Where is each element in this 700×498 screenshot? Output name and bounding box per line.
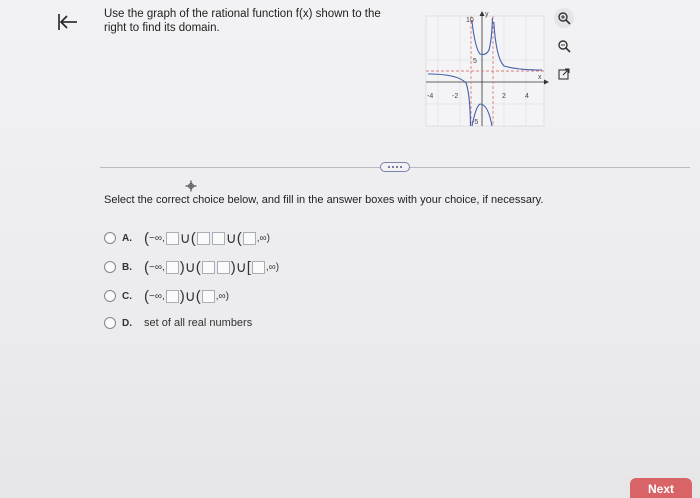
question-line-1: Use the graph of the rational function f(x) shown to the (104, 8, 381, 20)
x-axis-label: x (538, 74, 542, 81)
zoom-in-button[interactable] (554, 8, 574, 28)
divider-handle[interactable] (380, 162, 410, 172)
zoom-out-button[interactable] (554, 36, 574, 56)
choice-d-letter: D. (122, 317, 132, 329)
back-arrow-icon (56, 12, 80, 32)
y-tick-5: 5 (473, 58, 477, 65)
choice-b-interval: ( −∞, )∪( )∪[ ,∞) (144, 258, 280, 276)
handle-dot (396, 166, 398, 168)
x-tick-2: 2 (502, 93, 506, 100)
zoom-out-icon (557, 39, 571, 53)
choice-b[interactable] (104, 257, 279, 277)
choice-d[interactable] (104, 313, 252, 333)
y-axis-label: y (485, 11, 489, 18)
answer-box-a1[interactable] (166, 232, 179, 245)
y-tick-neg5: -5 (472, 119, 479, 126)
choice-a-letter: A. (122, 232, 132, 244)
radio-a[interactable] (104, 232, 116, 244)
question-line-2: right to find its domain. (104, 22, 220, 34)
instruction-text: Select the correct choice below, and fill in the answer boxes with your choice, if necessary. (104, 194, 544, 206)
x-tick-neg4: -4 (427, 93, 434, 100)
choice-a[interactable] (104, 228, 270, 248)
handle-dot (388, 166, 390, 168)
handle-dot (392, 166, 394, 168)
y-tick-10: 10 (466, 17, 474, 24)
radio-c[interactable] (104, 290, 116, 302)
choice-b-letter: B. (122, 261, 132, 273)
choice-d-text: set of all real numbers (144, 317, 253, 329)
answer-box-c2[interactable] (202, 290, 215, 303)
answer-box-b3[interactable] (217, 261, 230, 274)
answer-box-b1[interactable] (166, 261, 179, 274)
rational-function-graph (418, 8, 552, 130)
zoom-in-icon (557, 11, 571, 25)
question-text (104, 7, 404, 35)
back-button[interactable] (56, 12, 80, 32)
answer-box-a4[interactable] (243, 232, 256, 245)
answer-box-a3[interactable] (212, 232, 225, 245)
answer-box-b2[interactable] (202, 261, 215, 274)
answer-box-a2[interactable] (197, 232, 210, 245)
move-cursor-icon (185, 180, 197, 192)
external-link-icon (557, 67, 571, 81)
next-button[interactable]: Next (630, 478, 692, 498)
choice-c-interval: ( −∞, )∪( ,∞) (144, 287, 229, 305)
radio-b[interactable] (104, 261, 116, 273)
popout-button[interactable] (554, 64, 574, 84)
answer-box-c1[interactable] (166, 290, 179, 303)
choice-c-letter: C. (122, 290, 132, 302)
answer-box-b4[interactable] (252, 261, 265, 274)
radio-d[interactable] (104, 317, 116, 329)
x-tick-neg2: -2 (452, 93, 459, 100)
choice-c[interactable] (104, 286, 229, 306)
choice-a-interval: ( −∞, ∪( ∪( ,∞) (144, 229, 270, 247)
handle-dot (400, 166, 402, 168)
x-tick-4: 4 (525, 93, 529, 100)
